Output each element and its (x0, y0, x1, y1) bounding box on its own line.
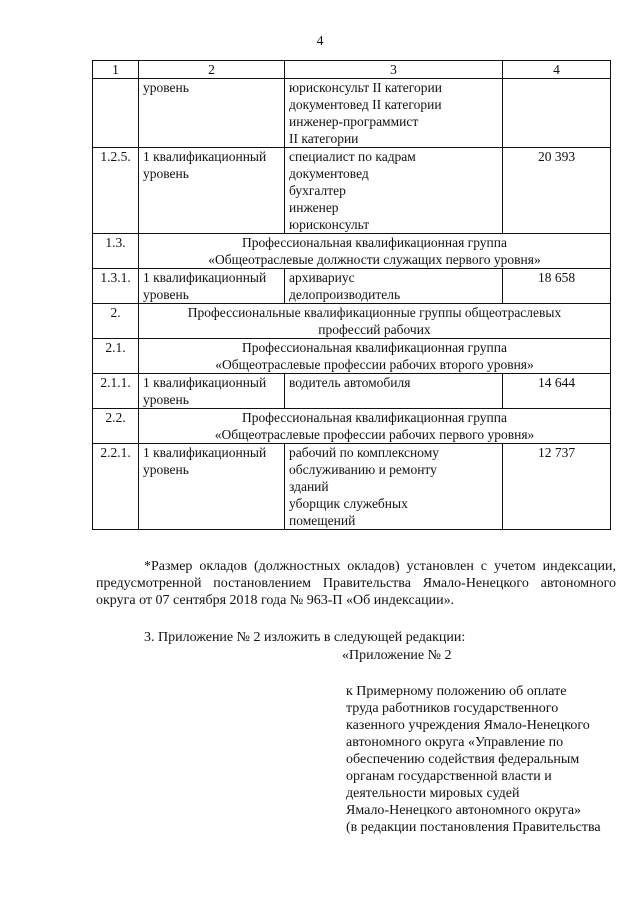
positions: рабочий по комплексному обслуживанию и ремонту зданий уборщик служебных помещений (285, 444, 503, 530)
salary-table (92, 60, 611, 530)
salary: 18 658 (503, 269, 611, 304)
salary: 20 393 (503, 148, 611, 234)
row-number (93, 79, 139, 148)
group-title: Профессиональные квалификационные группы общеотраслевых профессий рабочих (139, 304, 611, 339)
header-cell: 4 (503, 61, 611, 79)
row-number: 1.2.5. (93, 148, 139, 234)
salary: 12 737 (503, 444, 611, 530)
qualification-level: 1 квалификационный уровень (139, 269, 285, 304)
positions: архивариус делопроизводитель (285, 269, 503, 304)
appendix-text: к Примерному положению об оплате труда работников государственного казенного учреждения Ямало-Ненецкого автономного округа «Управление по обеспечению содействия федеральным органам государственной власти и деятельности мировых судей Ямало-Ненецкого автономного округа» (в редакции постановления Правительства (346, 684, 601, 835)
qualification-level: 1 квалификационный уровень (139, 444, 285, 530)
positions: специалист по кадрам документовед бухгалтер инженер юрисконсульт (285, 148, 503, 234)
group-row (93, 409, 611, 444)
row-number: 2. (93, 304, 139, 339)
group-title: Профессиональная квалификационная группа «Общеотраслевые профессии рабочих второго уровня» (139, 339, 611, 374)
header-cell: 3 (285, 61, 503, 79)
row-number: 2.2. (93, 409, 139, 444)
page-number: 4 (316, 34, 324, 49)
table-row (93, 269, 611, 304)
table-row (93, 79, 611, 148)
group-row (93, 304, 611, 339)
table-row (93, 374, 611, 409)
header-cell: 1 (93, 61, 139, 79)
group-row (93, 339, 611, 374)
footnote: *Размер окладов (должностных окладов) установлен с учетом индексации, предусмотренной постановлением Правительства Ямало-Ненецкого автономного округа от 07 сентября 2018 года № 963-П «Об индексации». (96, 559, 616, 608)
table-row (93, 444, 611, 530)
positions: юрисконсульт II категории документовед II категории инженер-программист II категории (285, 79, 503, 148)
row-number: 2.2.1. (93, 444, 139, 530)
table-header-row (93, 61, 611, 79)
positions: водитель автомобиля (285, 374, 503, 409)
qualification-level: уровень (139, 79, 285, 148)
group-row (93, 234, 611, 269)
group-title: Профессиональная квалификационная группа «Общеотраслевые должности служащих первого уровня» (139, 234, 611, 269)
row-number: 1.3. (93, 234, 139, 269)
row-number: 2.1.1. (93, 374, 139, 409)
salary (503, 79, 611, 148)
table-row (93, 148, 611, 234)
qualification-level: 1 квалификационный уровень (139, 374, 285, 409)
salary: 14 644 (503, 374, 611, 409)
row-number: 2.1. (93, 339, 139, 374)
header-cell: 2 (139, 61, 285, 79)
item-3-text: 3. Приложение № 2 изложить в следующей редакции: (144, 630, 466, 645)
qualification-level: 1 квалификационный уровень (139, 148, 285, 234)
group-title: Профессиональная квалификационная группа «Общеотраслевые профессии рабочих первого уровня» (139, 409, 611, 444)
row-number: 1.3.1. (93, 269, 139, 304)
appendix-title: «Приложение № 2 (342, 648, 452, 663)
